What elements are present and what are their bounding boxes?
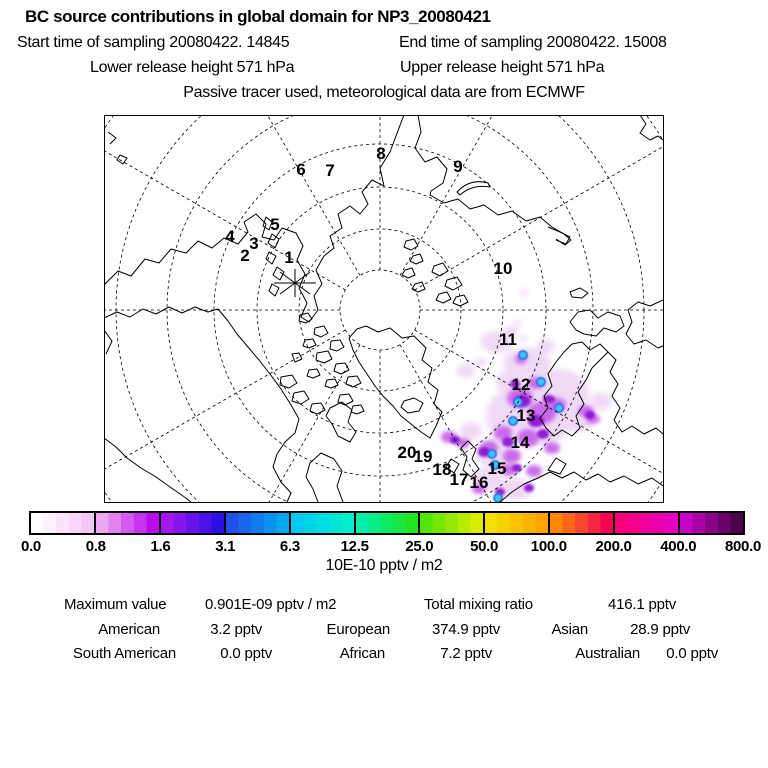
contrib-asian-label: Asian [551, 621, 588, 638]
plume-blob [457, 364, 475, 378]
plume-blob [514, 320, 522, 326]
colorbar-tick-label: 0.8 [85, 538, 106, 555]
colorbar-cell [615, 513, 680, 533]
colorbar-cell [420, 513, 485, 533]
sampling-point-label: 3 [249, 234, 259, 253]
colorbar-tick-label: 3.1 [215, 538, 236, 555]
hotspot-core [520, 352, 526, 358]
colorbar-tick-label: 25.0 [405, 538, 434, 555]
contrib-australian-label: Australian [575, 645, 640, 662]
sampling-point-label: 15 [487, 459, 507, 478]
plume-blob [526, 465, 542, 477]
colorbar-cell [161, 513, 226, 533]
plume-blob [460, 422, 482, 440]
contrib-south-american-label: South American [72, 645, 176, 662]
maximum-value-label: Maximum value [64, 596, 167, 613]
colorbar-cell [485, 513, 550, 533]
tracer-note: Passive tracer used, meteorological data are from ECMWF [183, 84, 585, 101]
colorbar-cell [31, 513, 96, 533]
colorbar [29, 511, 745, 535]
plume-blob [590, 392, 612, 410]
upper-release-label: Upper release height 571 hPa [400, 59, 605, 76]
total-mixing-ratio-label: Total mixing ratio [424, 596, 533, 613]
sampling-point-label: 19 [413, 447, 433, 466]
colorbar-tick-label: 200.0 [595, 538, 632, 555]
hotspot-core [510, 418, 516, 424]
lower-release-label: Lower release height 571 hPa [90, 59, 295, 76]
plume-blob [518, 335, 528, 341]
colorbar-cell [550, 513, 615, 533]
sampling-point-label: 10 [493, 259, 513, 278]
plume-blob [544, 442, 560, 454]
plume-blob [512, 464, 522, 472]
contrib-australian-value: 0.0 pptv [666, 645, 718, 662]
contrib-asian-value: 28.9 pptv [630, 621, 690, 638]
contrib-american-value: 3.2 pptv [210, 621, 262, 638]
sampling-point-label: 9 [453, 157, 463, 176]
colorbar-cell [291, 513, 356, 533]
contrib-south-american-value: 0.0 pptv [220, 645, 272, 662]
colorbar-tick-label: 50.0 [470, 538, 499, 555]
contrib-african-label: African [339, 645, 385, 662]
sampling-point-label: 7 [325, 161, 335, 180]
contrib-european-value: 374.9 pptv [431, 621, 500, 638]
map-background [104, 115, 664, 503]
colorbar-tick-label: 800.0 [724, 538, 762, 555]
figure-title: BC source contributions in global domain for NP3_20080421 [25, 7, 491, 26]
sampling-point-label: 16 [469, 473, 489, 492]
colorbar-tick-label: 6.3 [279, 538, 300, 555]
stats-row-contrib-2 [0, 645, 768, 665]
colorbar-cell [356, 513, 421, 533]
start-time-label: Start time of sampling 20080422. 14845 [17, 34, 290, 51]
colorbar-tick-labels [21, 538, 762, 556]
sampling-point-label: 17 [449, 470, 469, 489]
sampling-point-label: 8 [376, 144, 386, 163]
sampling-point-label: 5 [270, 215, 280, 234]
hotspot-core [556, 405, 562, 411]
contrib-american-label: American [98, 621, 160, 638]
stats-row-contrib-1 [0, 621, 768, 641]
sampling-point-label: 14 [510, 433, 530, 452]
plume-blob [519, 290, 529, 296]
sampling-point-label: 20 [397, 443, 417, 462]
colorbar-cell [680, 513, 743, 533]
sampling-point-label: 12 [511, 375, 531, 394]
sampling-point-label: 4 [225, 227, 235, 246]
polar-map [104, 115, 664, 503]
hotspot-core [495, 495, 501, 501]
sampling-point-label: 13 [516, 406, 536, 425]
colorbar-tick-label: 0.0 [21, 538, 41, 555]
hotspot-core [489, 451, 495, 457]
colorbar-cell [226, 513, 291, 533]
sampling-point-label: 11 [499, 330, 517, 349]
colorbar-tick-label: 1.6 [150, 538, 171, 555]
total-mixing-ratio-value: 416.1 pptv [608, 596, 677, 613]
colorbar-tick-label: 100.0 [530, 538, 567, 555]
plume-blob [537, 429, 549, 439]
plume-blob [524, 484, 534, 492]
contrib-european-label: European [326, 621, 390, 638]
colorbar-unit-label: 10E-10 pptv / m2 [325, 557, 443, 574]
sampling-point-label: 18 [432, 460, 452, 479]
colorbar-cells [29, 511, 745, 535]
colorbar-tick-label: 12.5 [340, 538, 369, 555]
sampling-point-label: 2 [240, 246, 250, 265]
hotspot-core [538, 379, 544, 385]
plume-blob [585, 411, 595, 419]
contrib-african-value: 7.2 pptv [440, 645, 492, 662]
maximum-value: 0.901E-09 pptv / m2 [205, 596, 337, 613]
end-time-label: End time of sampling 20080422. 15008 [399, 34, 667, 51]
colorbar-cell [96, 513, 161, 533]
colorbar-tick-label: 400.0 [660, 538, 697, 555]
stats-row-max [0, 596, 768, 616]
sampling-point-label: 6 [296, 160, 306, 179]
plume-blob [475, 358, 487, 366]
sampling-point-label: 1 [284, 248, 294, 267]
plume-blob [537, 339, 555, 353]
